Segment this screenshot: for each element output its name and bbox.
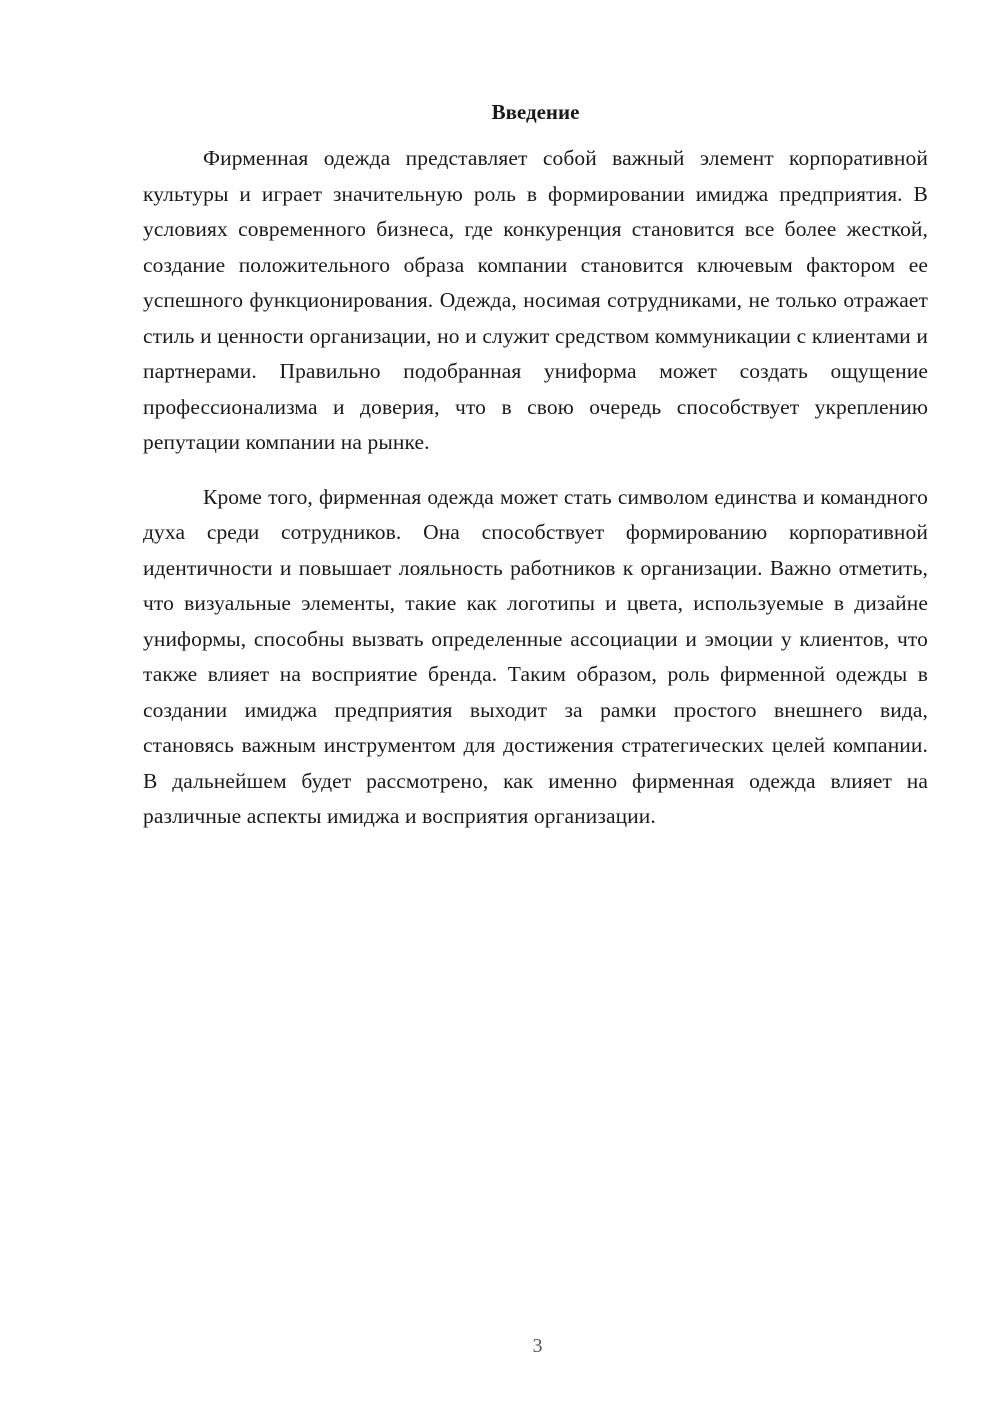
section-heading: Введение [491,100,580,124]
paragraph-2: Кроме того, фирменная одежда может стать символом единства и командного духа среди сотрудников. Она способствует формированию корпоративной идентичности и повышает лояльность работников к организации. Важно отметить, что визуальные элементы, такие как логотипы и цвета, используемые в дизайне униформы, способны вызвать определенные ассоциации и эмоции у клиентов, что также влияет на восприятие бренда. Таким образом, роль фирменной одежды в создании имиджа предприятия выходит за рамки простого внешнего вида, становясь важным инструментом для достижения стратегических целей компании. В дальнейшем будет рассмотрено, как именно фирменная одежда влияет на различные аспекты имиджа и восприятия организации. [143,484,928,828]
body-text [143,141,928,835]
paragraph-1: Фирменная одежда представляет собой важный элемент корпоративной культуры и играет значительную роль в формировании имиджа предприятия. В условиях современного бизнеса, где конкуренция становится все более жесткой, создание положительного образа компании становится ключевым фактором ее успешного функционирования. Одежда, носимая сотрудниками, не только отражает стиль и ценности организации, но и служит средством коммуникации с клиентами и партнерами. Правильно подобранная униформа может создать ощущение профессионализма и доверия, что в свою очередь способствует укреплению репутации компании на рынке. [143,146,928,454]
page-number: 3 [532,1335,543,1357]
